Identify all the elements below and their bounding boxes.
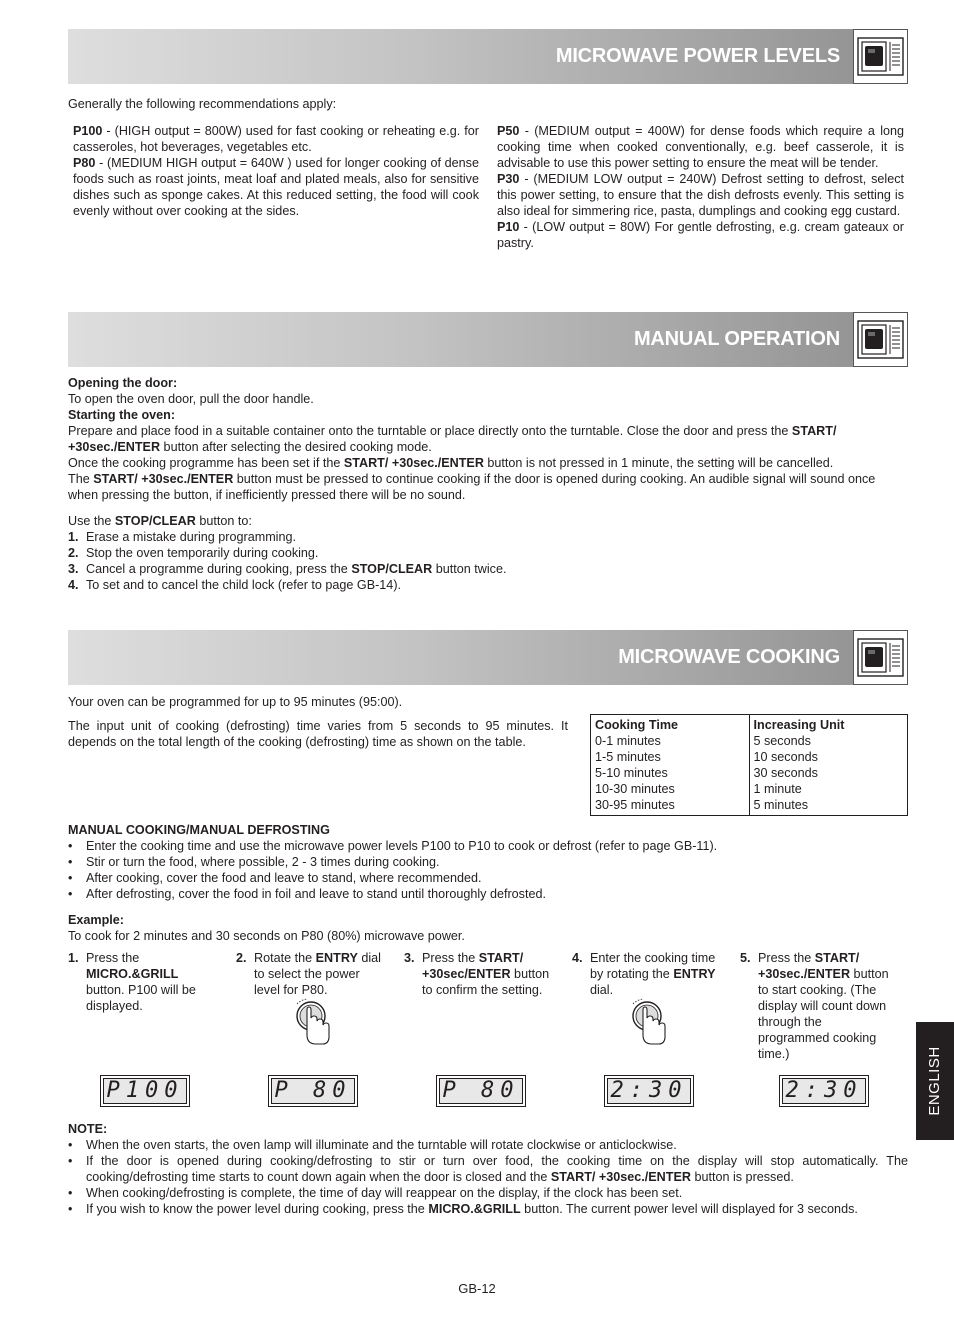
table-cell: 30 seconds [753,766,818,780]
example-text: To cook for 2 minutes and 30 seconds on P80 (80%) microwave power. [68,929,465,943]
example-step-5: 5. Press the START/ +30sec./ENTER button to start cooking. (The display will count down through the programmed cooking time.) [740,951,889,1061]
list-item: 1. Erase a mistake during programming. [68,530,296,544]
table-cell: 0-1 minutes [595,734,661,748]
language-tab-label: ENGLISH [926,1046,943,1116]
power-level-p50: P50 - (MEDIUM output = 400W) for dense foods which require a long cooking time when cooked conventionally, e.g. beef casserole, it is advisable to use this power setting to ensure the meat will be tender. [497,124,904,170]
section-banner-manual-operation [68,312,908,367]
microwave-oven-icon [853,630,908,685]
example-step-4: 4. Enter the cooking time by rotating the ENTRY dial. [572,951,716,997]
start-paragraph-2: Once the cooking programme has been set if the START/ +30sec./ENTER button is not pressed in 1 minute, the setting will be cancelled. [68,456,834,470]
list-item: • If you wish to know the power level during cooking, press the MICRO.&GRILL button. The current power level will displayed for 3 seconds. [68,1202,858,1216]
list-item: • If the door is opened during cooking/defrosting to stir or turn over food, the cooking time on the display will stop automatically. The cooking/defrosting time starts to count down again when the door is closed and the START/ +30sec./ENTER button is pressed. [68,1154,908,1184]
list-item: • Enter the cooking time and use the microwave power levels P100 to P10 to cook or defrost (refer to page GB-11). [68,839,718,853]
page-number: GB-12 [458,1281,496,1296]
power-levels-right-column [497,123,904,251]
note-list [68,1137,908,1217]
table-cell: 1-5 minutes [595,750,661,764]
display-step-2: P 80 [268,1075,358,1107]
table-header-cell: Cooking Time [595,718,679,732]
power-level-p80: P80 - (MEDIUM HIGH output = 640W ) used for longer cooking of dense foods such as roast joints, meat loaf and plated meals, also for sensitive dishes such as sponge cakes. At this reduced setting, the food will cook evenly without over cooking at the sides. [73,156,479,218]
section-banner-microwave-cooking [68,630,908,685]
display-step-4: 2:30 [604,1075,694,1107]
list-item: 2. Stop the oven temporarily during cooking. [68,546,319,560]
note-heading: NOTE: [68,1122,108,1136]
table-header-row [591,715,908,816]
start-paragraph-3: The START/ +30sec./ENTER button must be pressed to continue cooking if the door is opened during cooking. An audible signal will sound once when pressing the button, if inefficiently pressed there will be no sound. [68,472,876,502]
table-cell: 5 minutes [753,798,809,812]
display-step-3: P 80 [436,1075,526,1107]
table-cell: 10-30 minutes [595,782,675,796]
manual-cooking-heading: MANUAL COOKING/MANUAL DEFROSTING [68,823,330,837]
section-title: MANUAL OPERATION [633,328,840,350]
table-cell: 10 seconds [753,750,818,764]
power-level-p10: P10 - (LOW output = 80W) For gentle defrosting, e.g. cream gateaux or pastry. [497,220,904,250]
manual-operation-body [68,375,908,593]
list-item: • When the oven starts, the oven lamp will illuminate and the turntable will rotate clockwise or anticlockwise. [68,1138,677,1152]
manual-cooking-block [68,822,908,944]
cooking-unit-text: The input unit of cooking (defrosting) time varies from 5 seconds to 95 minutes. It depends on the total length of the cooking (defrosting) time as shown on the table. [68,719,568,749]
start-paragraph-1: Prepare and place food in a suitable container onto the turntable or place directly onto the turntable. Close the door and press the START/ +30sec./ENTER button after selecting the desired cooking mode. [68,424,837,454]
manual-cooking-bullets [68,838,908,902]
start-heading: Starting the oven: [68,408,176,422]
table-cell: 30-95 minutes [595,798,675,812]
power-level-p30: P30 - (MEDIUM LOW output = 240W) Defrost setting to defrost, select this power setting, to ensure that the dish defrosts evenly. This setting is also ideal for simmering rice, pasta, dumplings and cooking egg custard. [497,172,904,218]
section-title: MICROWAVE COOKING [618,646,840,668]
cooking-time-table [590,714,908,816]
list-item: • When cooking/defrosting is complete, the time of day will reappear on the display, if the clock has been set. [68,1186,683,1200]
list-item: • Stir or turn the food, where possible, 2 - 3 times during cooking. [68,855,440,869]
table-header-cell: Increasing Unit [753,718,845,732]
list-item: • After cooking, cover the food and leave to stand, where recommended. [68,871,482,885]
list-item: 4. To set and to cancel the child lock (refer to page GB-14). [68,578,402,592]
section-banner-power-levels [68,29,908,84]
microwave-oven-icon [853,312,908,367]
example-heading: Example: [68,913,124,927]
door-text: To open the oven door, pull the door handle. [68,392,314,406]
section-title: MICROWAVE POWER LEVELS [555,45,840,67]
note-block [68,1121,908,1217]
power-level-p100: P100 - (HIGH output = 800W) used for fast cooking or reheating e.g. for casseroles, hot beverages, vegetables etc. [73,124,479,154]
example-step-1: 1. Press the MICRO.&GRILL button. P100 will be displayed. [68,951,196,1013]
list-item: • After defrosting, cover the food in foil and leave to stand until thoroughly defrosted. [68,887,546,901]
example-step-3: 3. Press the START/ +30sec/ENTER button to confirm the setting. [404,951,550,997]
stop-clear-list [68,529,908,593]
power-levels-left-column [73,123,479,219]
microwave-oven-icon [853,29,908,84]
list-item: 3. Cancel a programme during cooking, press the STOP/CLEAR button twice. [68,562,507,576]
example-step-2: 2. Rotate the ENTRY dial to select the power level for P80. [236,951,381,997]
language-tab [916,1022,954,1140]
table-cell: 5 seconds [753,734,811,748]
display-step-1: P100 [100,1075,190,1107]
table-cell: 1 minute [753,782,802,796]
table-cell: 5-10 minutes [595,766,668,780]
door-heading: Opening the door: [68,376,178,390]
display-step-5: 2:30 [779,1075,869,1107]
hand-turning-dial-icon [293,998,333,1050]
hand-turning-dial-icon [629,998,669,1050]
power-intro: Generally the following recommendations apply: [68,97,337,111]
cooking-intro: Your oven can be programmed for up to 95 minutes (95:00). [68,695,403,709]
stop-clear-intro: Use the STOP/CLEAR button to: [68,514,252,528]
